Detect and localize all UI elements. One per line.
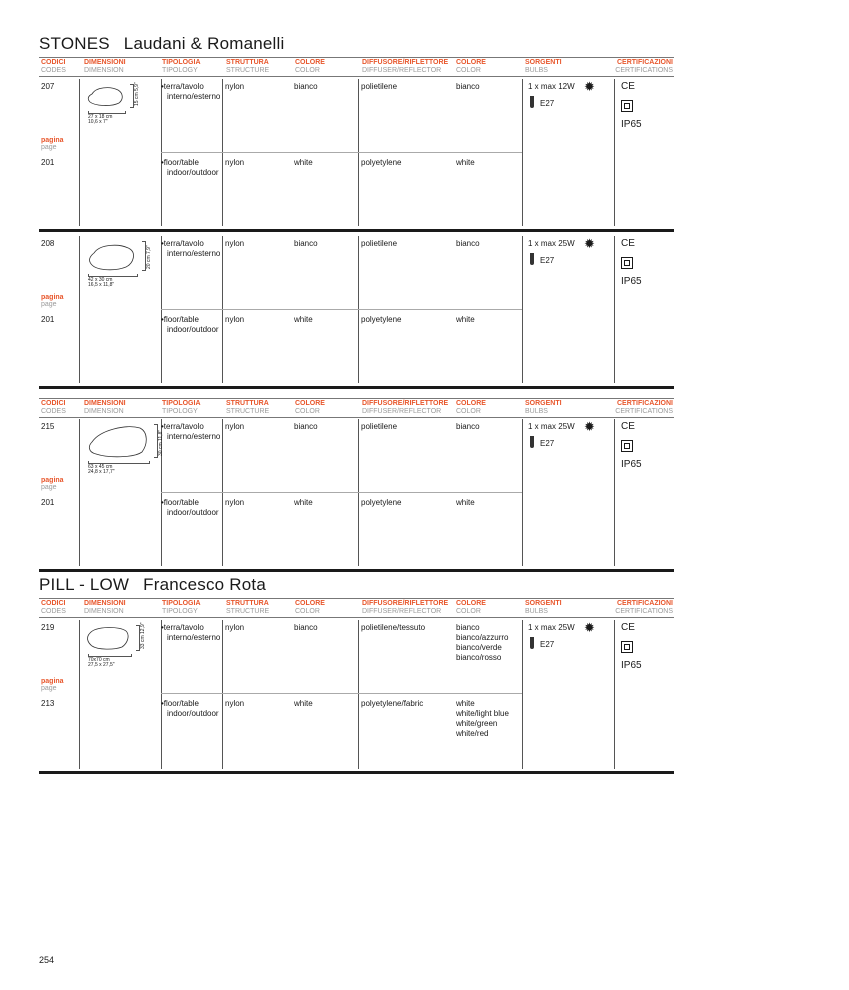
double-insulation-inner [624,443,630,449]
width-dimension-cm: 27 x 18 cm [88,114,113,120]
double-insulation-icon [621,440,633,452]
column-divider [614,620,615,769]
diffusore-en: polyetylene [361,498,402,507]
header-codes: CODICI CODES [41,59,66,74]
header-codes: CODICI CODES [41,400,66,415]
struttura-en: nylon [225,158,245,167]
pagina-it: pagina [41,294,64,301]
socket-type: E27 [540,439,555,448]
pagina-en: page [41,685,57,692]
bulb-icon [530,436,534,448]
section-title-pill [39,575,266,595]
column-divider [522,236,523,383]
colore-it: bianco [294,82,318,91]
diffusore-it: polietilene [361,239,398,248]
struttura-it: nylon [225,239,245,248]
width-dimension-in: 24,8 x 17,7" [88,469,115,475]
colore-it: bianco [294,239,318,248]
designer-name: Laudani & Romanelli [123,34,285,53]
width-dimension-in: 16,5 x 11,8" [88,282,115,288]
tipologia-it: interno/esterno [167,633,221,642]
ce-mark: CE [621,81,635,92]
ip-rating: IP65 [621,660,642,671]
struttura-it: nylon [225,82,245,91]
diffuser-colore-it: bianco/verde [456,643,502,652]
column-divider [614,419,615,566]
bulb-spec: 1 x max 25W [528,239,575,248]
header-color: COLORE COLOR [295,600,325,615]
stone-shape-icon [86,84,126,110]
diffusore-en: polyetylene [361,158,402,167]
diffusore-en: polyetylene/fabric [361,699,424,708]
tipologia-en: •floor/table [161,498,199,507]
bulb-spec: 1 x max 25W [528,623,575,632]
diffusore-it: polietilene [361,82,398,91]
double-insulation-inner [624,103,630,109]
double-insulation-inner [624,644,630,650]
tipologia-it: interno/esterno [167,249,221,258]
tipologia-en: indoor/outdoor [167,508,219,517]
header-tipology: TIPOLOGIA TIPOLOGY [162,59,201,74]
header-bulbs: SORGENTI BULBS [525,59,562,74]
product-code: 208 [41,239,55,248]
struttura-it: nylon [225,623,245,632]
bulb-sun-icon: ✹ [584,236,595,251]
tipologia-it: •terra/tavolo [161,239,204,248]
ip-rating: IP65 [621,119,642,130]
stone-shape-icon [86,424,150,460]
diffuser-colore-en: white/red [456,729,489,738]
ip-rating: IP65 [621,276,642,287]
socket-type: E27 [540,256,555,265]
width-dimension-in: 27,5 x 27,5" [88,662,115,668]
pagina-label [41,294,64,308]
colore-en: white [294,315,313,324]
header-tipology: TIPOLOGIA TIPOLOGY [162,600,201,615]
pagina-it: pagina [41,477,64,484]
page-reference: 213 [41,699,55,708]
colore-en: white [294,498,313,507]
page-reference: 201 [41,315,55,324]
pagina-label [41,678,64,692]
bulb-icon [530,637,534,649]
colore-it: bianco [294,422,318,431]
pagina-en: page [41,301,57,308]
pagina-en: page [41,144,57,151]
socket-type: E27 [540,640,555,649]
header-dimension: DIMENSIONI DIMENSION [84,59,126,74]
header-bulbs: SORGENTI BULBS [525,600,562,615]
row-divider [161,492,522,493]
column-divider [222,620,223,769]
column-divider [79,620,80,769]
width-dimension-cm: 63 x 45 cm [88,464,113,470]
diffuser-colore-it: bianco/rosso [456,653,502,662]
header-structure: STRUTTURA STRUCTURE [226,59,270,74]
bulb-spec: 1 x max 12W [528,82,575,91]
diffusore-en: polyetylene [361,315,402,324]
column-divider [614,79,615,226]
column-divider [79,419,80,566]
row-divider [161,693,522,694]
product-code: 215 [41,422,55,431]
bulb-icon [530,253,534,265]
header-color-2: COLORE COLOR [456,600,486,615]
diffuser-colore-en: white [456,158,475,167]
pagina-label [41,477,64,491]
width-dimension-cm: 70x70 cm [88,657,110,663]
designer-name: Francesco Rota [143,575,266,594]
tipologia-en: •floor/table [161,158,199,167]
header-diffuser: DIFFUSORE/RIFLETTORE DIFFUSER/REFLECTOR [362,600,449,615]
tipologia-it: interno/esterno [167,92,221,101]
header-bulbs: SORGENTI BULBS [525,400,562,415]
tipologia-it: •terra/tavolo [161,422,204,431]
header-color: COLORE COLOR [295,400,325,415]
column-divider [522,620,523,769]
height-dimension: 33 cm 12,9" [140,622,146,649]
colore-en: white [294,158,313,167]
bulb-sun-icon: ✹ [584,79,595,94]
diffuser-colore-en: white [456,315,475,324]
section-divider [39,386,674,389]
double-insulation-icon [621,257,633,269]
struttura-en: nylon [225,699,245,708]
table-header [39,598,674,618]
row-divider [161,152,522,153]
product-name: PILL - LOW [39,575,130,594]
double-insulation-icon [621,100,633,112]
diffusore-it: polietilene/tessuto [361,623,426,632]
pagina-label [41,137,64,151]
diffuser-colore-it: bianco [456,239,480,248]
header-tipology: TIPOLOGIA TIPOLOGY [162,400,201,415]
height-dimension: 20 cm 7,9" [146,245,152,269]
stone-shape-icon [86,241,138,273]
tipologia-it: •terra/tavolo [161,623,204,632]
page-reference: 201 [41,498,55,507]
bulb-sun-icon: ✹ [584,620,595,635]
tipologia-it: •terra/tavolo [161,82,204,91]
header-structure: STRUTTURA STRUCTURE [226,400,270,415]
diffuser-colore-en: white/light blue [456,709,509,718]
diffusore-it: polietilene [361,422,398,431]
pagina-en: page [41,484,57,491]
colore-en: white [294,699,313,708]
product-code: 219 [41,623,55,632]
height-dimension: 15 cm 5,9" [134,82,140,106]
tipologia-en: indoor/outdoor [167,325,219,334]
row-divider [161,309,522,310]
product-name: STONES [39,34,110,53]
column-divider [161,620,162,769]
diffuser-colore-en: white/green [456,719,498,728]
header-codes: CODICI CODES [41,600,66,615]
diffuser-colore-it: bianco [456,623,480,632]
page-number: 254 [39,955,55,965]
tipologia-it: interno/esterno [167,432,221,441]
header-dimension: DIMENSIONI DIMENSION [84,400,126,415]
struttura-it: nylon [225,422,245,431]
header-diffuser: DIFFUSORE/RIFLETTORE DIFFUSER/REFLECTOR [362,400,449,415]
header-certifications: CERTIFICAZIONI CERTIFICATIONS [615,59,673,74]
column-divider [614,236,615,383]
section-divider [39,229,674,232]
pagina-it: pagina [41,678,64,685]
column-divider [522,79,523,226]
column-divider [358,620,359,769]
section-divider [39,569,674,572]
width-dimension-cm: 42 x 30 cm [88,277,113,283]
diffuser-colore-en: white [456,498,475,507]
header-diffuser: DIFFUSORE/RIFLETTORE DIFFUSER/REFLECTOR [362,59,449,74]
section-title-stones [39,34,284,54]
width-dimension-in: 10,6 x 7" [88,119,108,125]
column-divider [79,79,80,226]
header-certifications: CERTIFICAZIONI CERTIFICATIONS [615,600,673,615]
tipologia-en: •floor/table [161,699,199,708]
page-reference: 201 [41,158,55,167]
ce-mark: CE [621,622,635,633]
struttura-en: nylon [225,498,245,507]
height-dimension: 30 cm 11,8" [158,429,164,456]
column-divider [522,419,523,566]
tipologia-en: indoor/outdoor [167,709,219,718]
ce-mark: CE [621,238,635,249]
header-color-2: COLORE COLOR [456,59,486,74]
stone-shape-icon [86,625,132,653]
diffuser-colore-it: bianco/azzurro [456,633,509,642]
table-header [39,398,674,418]
bulb-spec: 1 x max 25W [528,422,575,431]
bulb-sun-icon: ✹ [584,419,595,434]
tipologia-en: •floor/table [161,315,199,324]
colore-it: bianco [294,623,318,632]
table-header [39,57,674,77]
header-structure: STRUTTURA STRUCTURE [226,600,270,615]
pagina-it: pagina [41,137,64,144]
tipologia-en: indoor/outdoor [167,168,219,177]
diffuser-colore-it: bianco [456,82,480,91]
header-color: COLORE COLOR [295,59,325,74]
header-certifications: CERTIFICAZIONI CERTIFICATIONS [615,400,673,415]
diffuser-colore-en: white [456,699,475,708]
diffuser-colore-it: bianco [456,422,480,431]
socket-type: E27 [540,99,555,108]
product-code: 207 [41,82,55,91]
ip-rating: IP65 [621,459,642,470]
double-insulation-icon [621,641,633,653]
header-dimension: DIMENSIONI DIMENSION [84,600,126,615]
header-color-2: COLORE COLOR [456,400,486,415]
ce-mark: CE [621,421,635,432]
struttura-en: nylon [225,315,245,324]
double-insulation-inner [624,260,630,266]
section-divider [39,771,674,774]
bulb-icon [530,96,534,108]
column-divider [79,236,80,383]
